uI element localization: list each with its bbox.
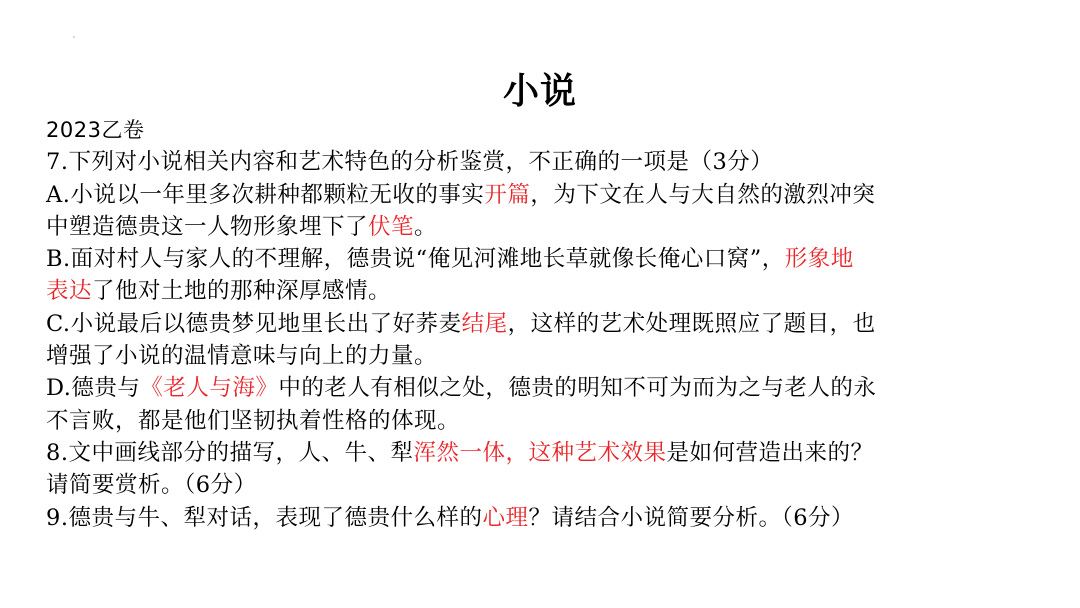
decorative-dot bbox=[73, 36, 75, 38]
text-segment: B.面对村人与家人的不理解，德贵说“俺见河滩地长草就像长俺心口窝”， bbox=[46, 246, 785, 273]
text-segment: ？请结合小说简要分析。（6分） bbox=[528, 504, 855, 531]
option-b-line-1 bbox=[46, 243, 1036, 275]
text-segment: 了他对土地的那种深厚感情。 bbox=[92, 278, 392, 305]
question-content bbox=[46, 114, 1036, 534]
question-8-line-1 bbox=[46, 437, 1036, 469]
text-segment: 2023乙卷 bbox=[46, 118, 145, 142]
slide-title: 小说 bbox=[502, 71, 577, 112]
text-segment: 请简要赏析。（6分） bbox=[46, 472, 257, 499]
text-segment: 8.文中画线部分的描写，人、牛、犁 bbox=[46, 439, 414, 466]
text-segment: 。 bbox=[414, 213, 438, 240]
text-segment: 是如何营造出来的？ bbox=[666, 439, 874, 466]
highlight-segment: 结尾 bbox=[461, 310, 508, 337]
text-segment: 7.下列对小说相关内容和艺术特色的分析鉴赏，不正确的一项是（3分） bbox=[46, 149, 774, 176]
option-d-line-2 bbox=[46, 405, 1036, 437]
highlight-segment: 浑然一体，这种艺术效果 bbox=[413, 439, 667, 466]
option-a-line-2 bbox=[46, 211, 1036, 243]
text-segment: 中的老人有相似之处，德贵的明知不可为而为之与老人的永 bbox=[278, 375, 877, 402]
option-a-line-1 bbox=[46, 179, 1036, 211]
text-segment: 9.德贵与牛、犁对话，表现了德贵什么样的 bbox=[46, 504, 483, 531]
option-c-line-1 bbox=[46, 308, 1036, 340]
text-segment: 增强了小说的温情意味与向上的力量。 bbox=[46, 343, 438, 370]
question-9-line bbox=[46, 502, 1036, 534]
option-d-line-1 bbox=[46, 372, 1036, 404]
highlight-segment: 心理 bbox=[482, 504, 529, 531]
question-7-line bbox=[46, 146, 1036, 178]
text-segment: 不言败，都是他们坚韧执着性格的体现。 bbox=[46, 407, 461, 434]
highlight-segment: 《老人与海》 bbox=[140, 375, 279, 402]
highlight-segment: 表达 bbox=[46, 278, 93, 305]
text-segment: ，这样的艺术处理既照应了题目，也 bbox=[507, 310, 876, 337]
exam-source-line bbox=[46, 114, 1036, 146]
option-c-line-2 bbox=[46, 340, 1036, 372]
highlight-segment: 开篇 bbox=[484, 181, 531, 208]
text-segment: D.德贵与 bbox=[46, 375, 141, 402]
text-segment: ，为下文在人与大自然的激烈冲突 bbox=[530, 181, 876, 208]
question-8-line-2 bbox=[46, 469, 1036, 501]
text-segment: 中塑造德贵这一人物形象埋下了 bbox=[46, 213, 369, 240]
highlight-segment: 形象地 bbox=[784, 246, 854, 273]
text-segment: C.小说最后以德贵梦见地里长出了好荞麦 bbox=[46, 310, 462, 337]
text-segment: A.小说以一年里多次耕种都颗粒无收的事实 bbox=[46, 181, 485, 208]
highlight-segment: 伏笔 bbox=[368, 213, 415, 240]
option-b-line-2 bbox=[46, 275, 1036, 307]
